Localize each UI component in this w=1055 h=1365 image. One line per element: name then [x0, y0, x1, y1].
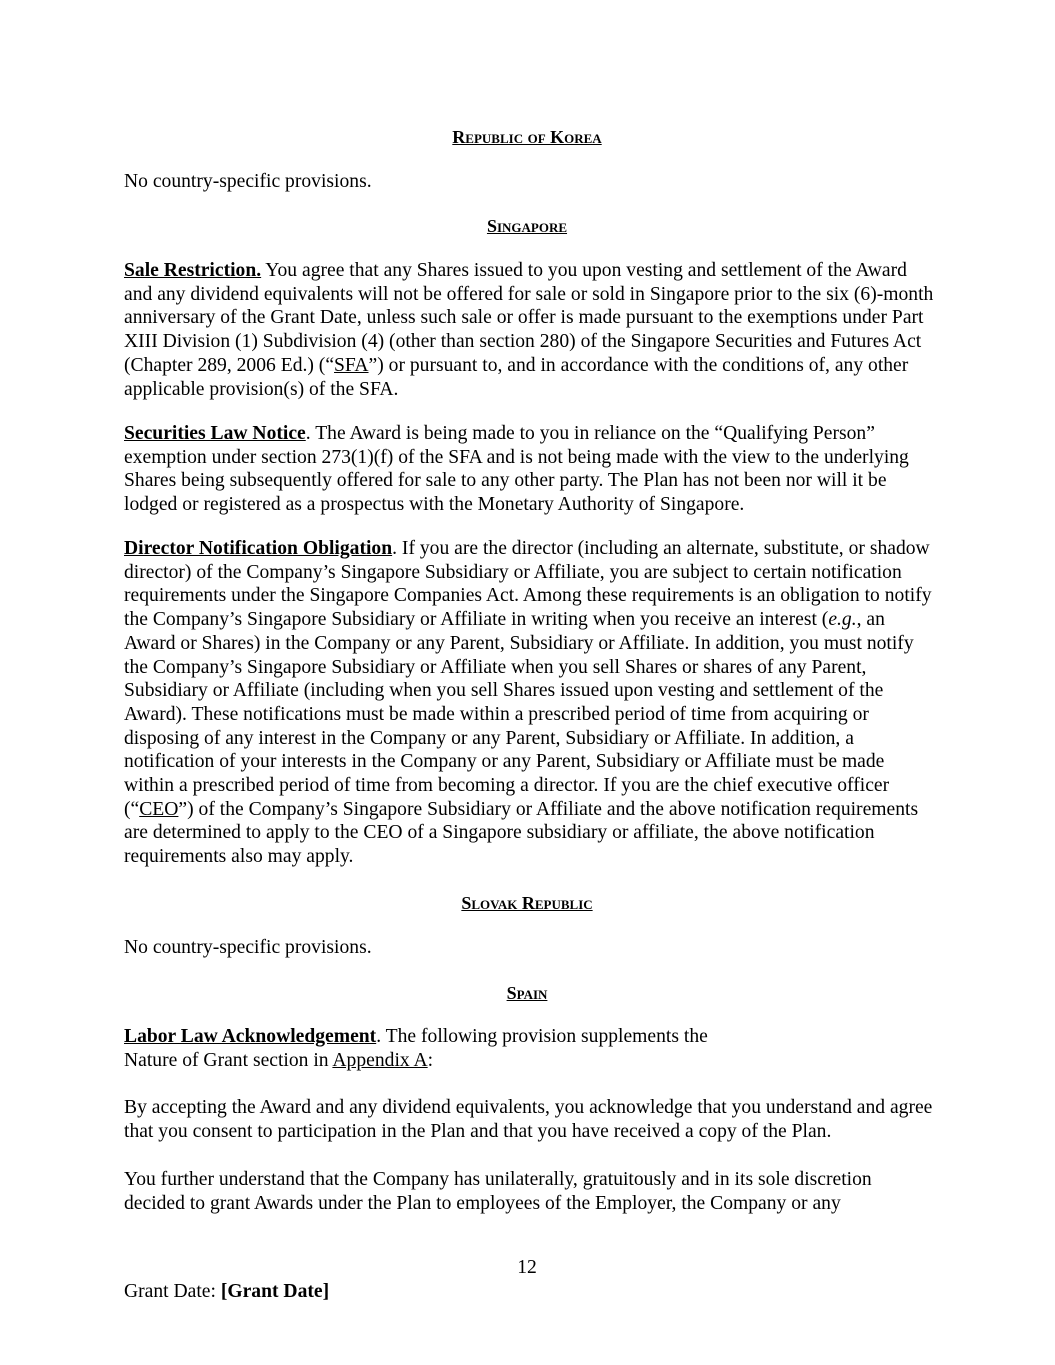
director-notification-title: Director Notification Obligation — [124, 538, 393, 559]
eg-term: e.g. — [828, 609, 857, 631]
labor-law-text-1: . The following provision supplements the Nature of Grant section in — [124, 1026, 708, 1071]
slovak-provisions-text: No country-specific provisions. — [124, 937, 372, 958]
sale-restriction-paragraph — [124, 259, 936, 401]
labor-law-text-2: : — [427, 1049, 434, 1071]
ceo-term: CEO — [139, 798, 179, 820]
labor-law-title: Labor Law Acknowledgement — [124, 1026, 377, 1047]
director-notification-text-1: . If you are the director (including an alternate, substitute, or shadow director) of the Company’s Singapore Subsidiary or Affiliate, you are subject to certain notification requirements under the Singapore Companies Act. Among these requirements is an obligation to notify the Company’s Singapore Subsidiary or Affiliate in writing when you receive an interest ( — [124, 538, 932, 631]
grant-date-label: Grant Date: — [124, 1281, 221, 1302]
securities-law-notice-title: Securities Law Notice — [124, 423, 306, 444]
heading-spain: Spain — [506, 983, 548, 1003]
grant-date-value: [Grant Date] — [220, 1281, 330, 1302]
director-notification-text-2: , an Award or Shares) in the Company or any Parent, Subsidiary or Affiliate. In addition, you must notify the Company’s Singapore Subsidiary or Affiliate when you sell Shares or shares of any Parent, Subsidiary or Affiliate (including when you sell Shares issued upon vesting and settlement of the Award). These notifications must be made within a prescribed period of time from acquiring or disposing of any interest in the Company or any Parent, Subsidiary or Affiliate. In addition, a notification of your interests in the Company or any Parent, Subsidiary or Affiliate must be made within a prescribed period of time from becoming a director. If you are the chief executive officer (“ — [124, 609, 914, 820]
director-notification-paragraph — [124, 537, 936, 869]
accept-award-paragraph: By accepting the Award and any dividend equivalents, you acknowledge that you understand and agree that you consent to participation in the Plan and that you have received a copy of the Plan. — [124, 1097, 933, 1142]
sale-restriction-title: Sale Restriction. — [124, 260, 262, 281]
sfa-term: SFA — [334, 354, 369, 376]
securities-law-notice-text: . The Award is being made to you in reliance on the “Qualifying Person” exemption under section 273(1)(f) of the SFA and is not being made with the view to the underlying Shares being subsequently offered for sale to any other party. The Plan has not been nor will it be lodged or registered as a prospectus with the Monetary Authority of Singapore. — [124, 423, 909, 516]
labor-law-paragraph — [124, 1025, 764, 1072]
securities-law-notice-paragraph — [124, 422, 936, 517]
heading-republic-of-korea: Republic of Korea — [452, 127, 602, 147]
further-understand-paragraph: You further understand that the Company has unilaterally, gratuitously and in its sole discretion decided to grant Awards under the Plan to employees of the Employer, the Company or any — [124, 1169, 872, 1214]
page-number: 12 — [517, 1257, 537, 1278]
heading-singapore: Singapore — [486, 216, 568, 236]
sale-restriction-text-2: ”) or pursuant to, and in accordance with the conditions of, any other applicable provision(s) of the SFA. — [124, 354, 909, 400]
footer-grant-date — [124, 1280, 329, 1304]
director-notification-text-3: ”) of the Company’s Singapore Subsidiary or Affiliate and the above notification requirements are determined to apply to the CEO of a Singapore subsidiary or affiliate, the above notification requirements also may apply. — [124, 798, 919, 868]
korea-provisions-text: No country-specific provisions. — [124, 171, 372, 192]
appendix-a-link: Appendix A — [332, 1049, 428, 1071]
heading-slovak-republic: Slovak Republic — [461, 893, 593, 913]
sale-restriction-text-1: You agree that any Shares issued to you upon vesting and settlement of the Award and any dividend equivalents will not be offered for sale or sold in Singapore prior to the six (6)-month anniversary of the Grant Date, unless such sale or offer is made pursuant to the exemptions under Part XIII Division (1) Subdivision (4) (other than section 280) of the Singapore Securities and Futures Act (Chapter 289, 2006 Ed.) (“ — [124, 260, 934, 376]
